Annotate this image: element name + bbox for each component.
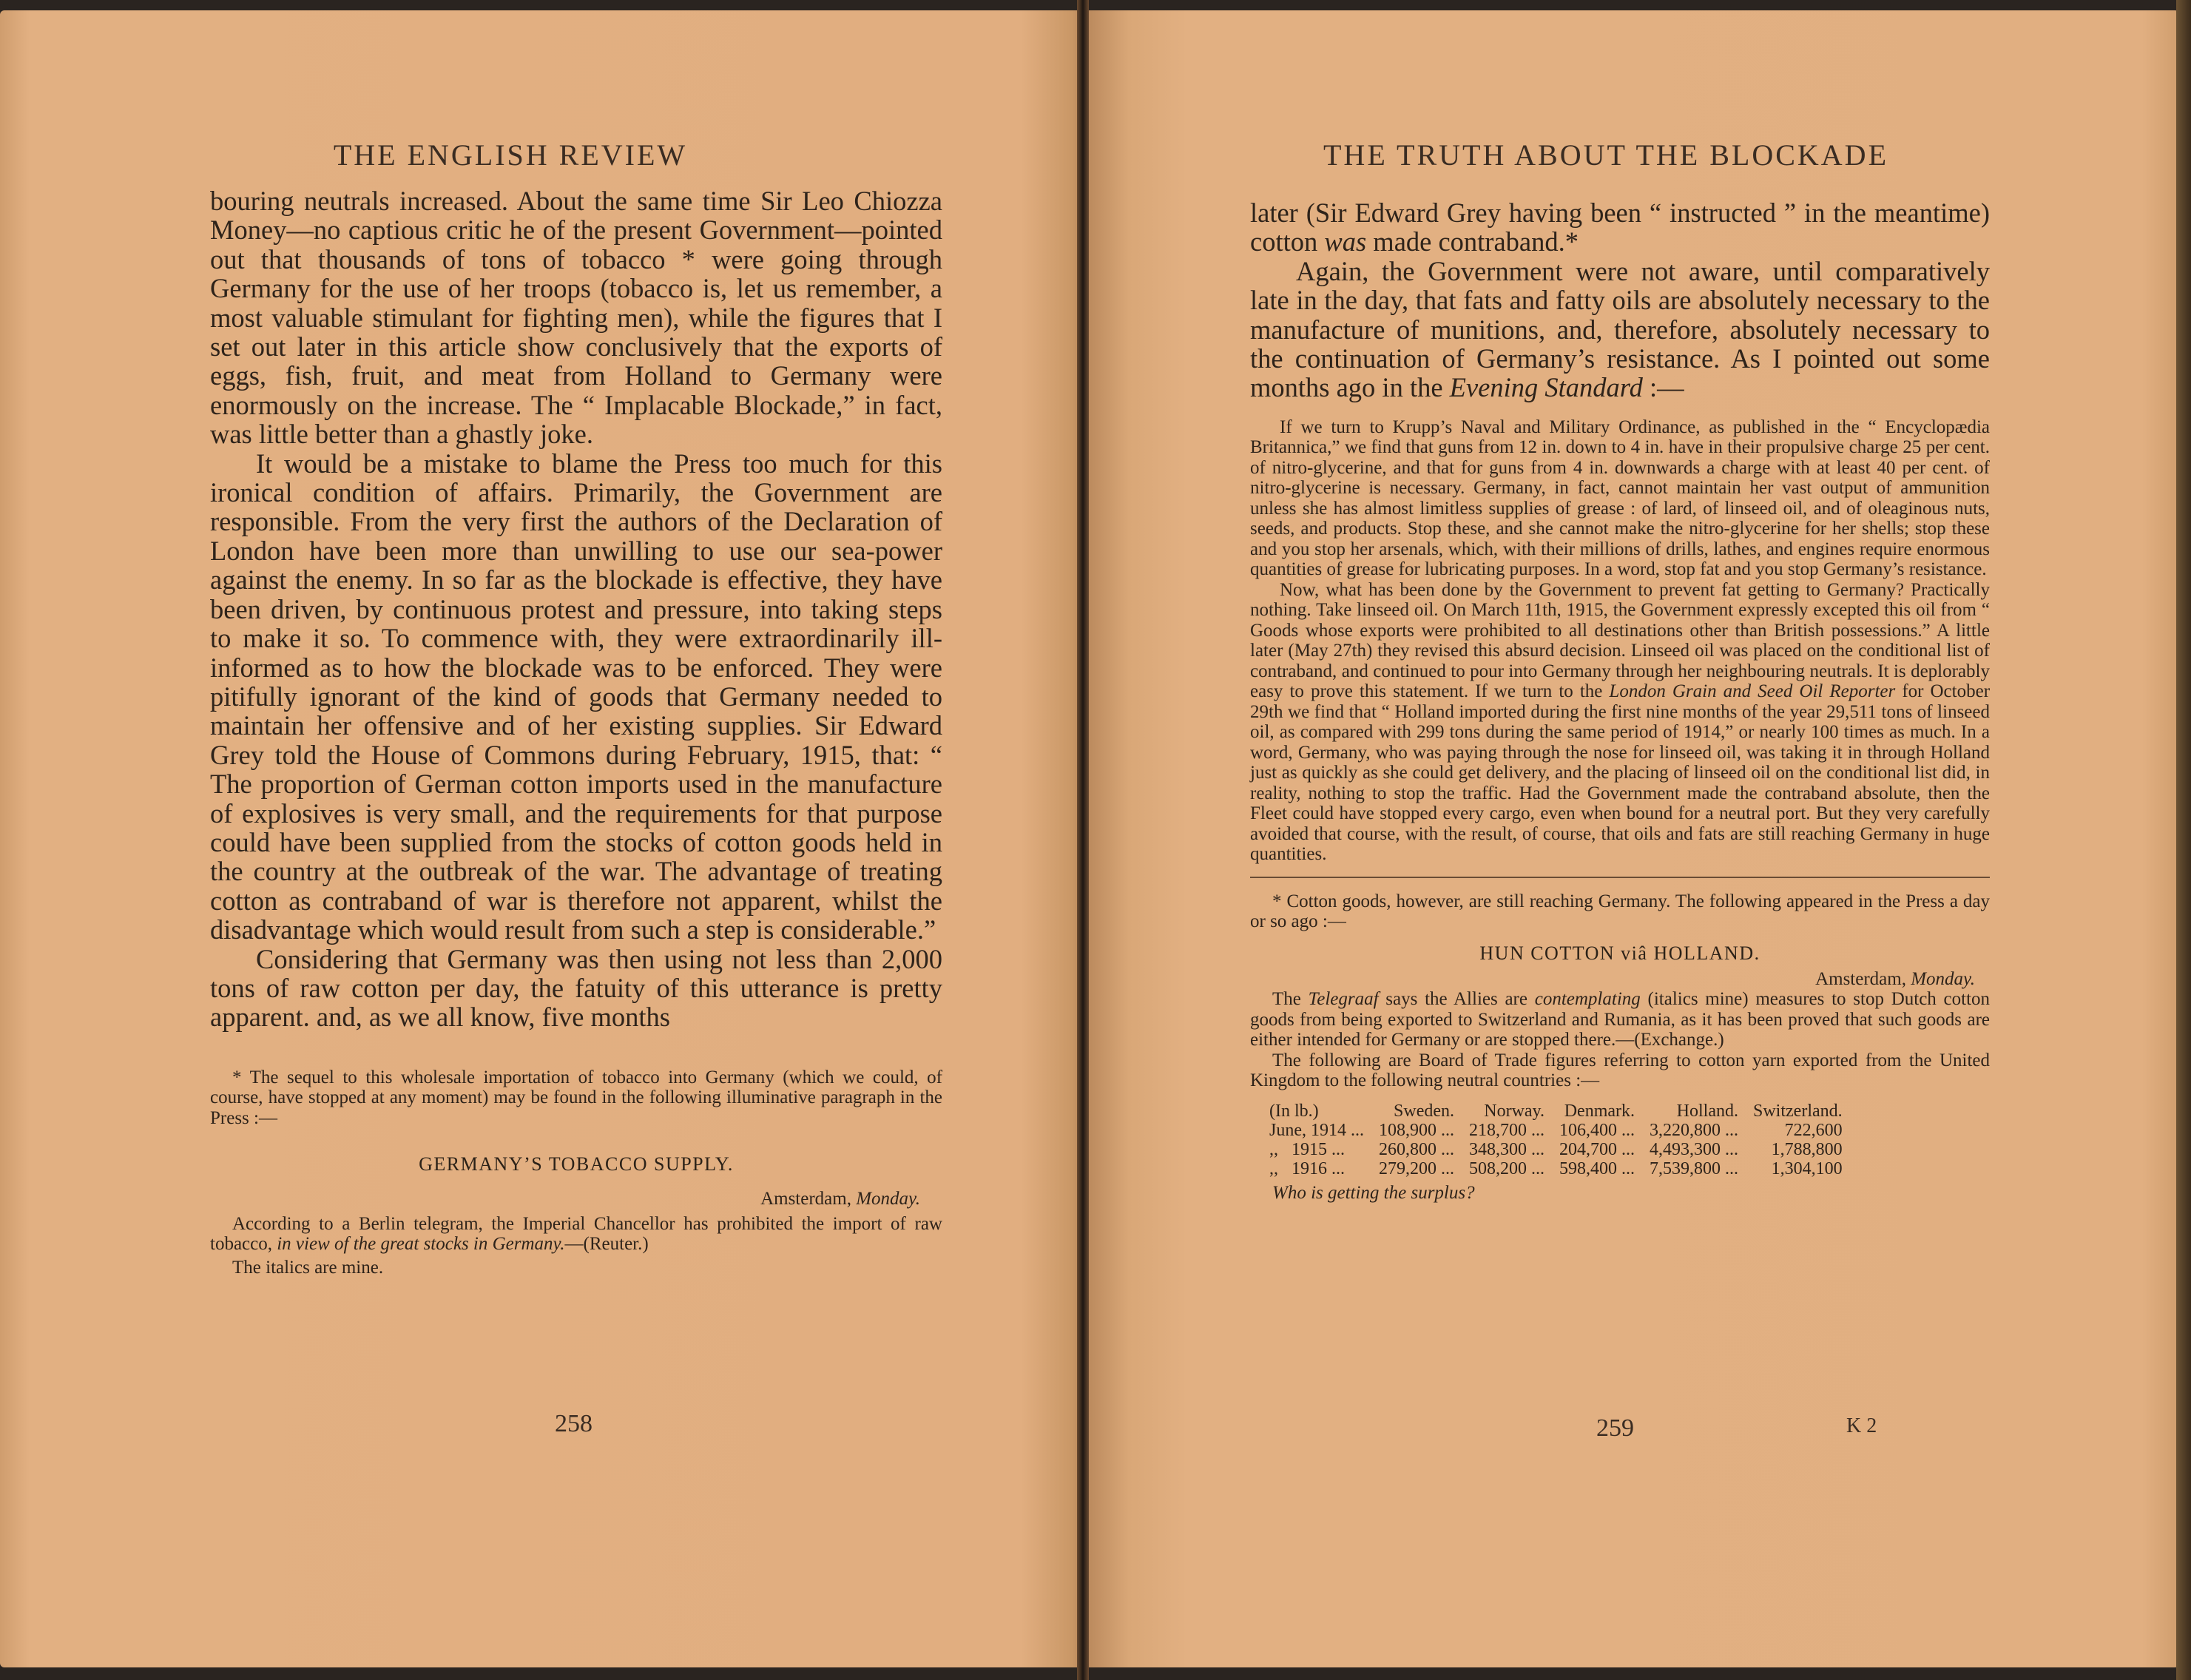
table-cell: 218,700 ...	[1469, 1120, 1544, 1140]
right-quote-2: Now, what has been done by the Government to prevent fat getting to Germany? Practically nothing. Take linseed oil. On March 11th, 1915, the Government expressly excepted this oil from “ Goods whose exports were prohibited to all destinations other than British possessions.” A little later (May 27th) they revised this absurd decision. Linseed oil was placed on the conditional list of contraband, and continued to pour into Germany through her neighbouring neutrals. It is deplorably easy to prove this statement. If we turn to the London Grain and Seed Oil Reporter for October 29th we find that “ Holland imported during the first nine months of the year 29,511 tons of linseed oil, as compared with 299 tons during the same period of 1914,” or nearly 100 times as much. In a word, Germany, who was paying through the nose for linseed oil, was taking it in through Holland just as quickly as she could get delivery, and the placing of linseed oil on the conditional list did, in reality, nothing to stop the traffic. Had the Government made the contraband absolute, then the Fleet could have stopped every cargo, even when bound for a neutral port. But they very carefully avoided that course, with the result, of course, that oils and fats are still reaching Germany in huge quantities.	[1250, 579, 1991, 865]
table-cell: 204,700 ...	[1559, 1139, 1635, 1159]
table-cell: 508,200 ...	[1469, 1158, 1544, 1178]
left-footnote	[210, 1067, 942, 1278]
left-page	[0, 10, 1081, 1667]
left-footnote-intro: * The sequel to this wholesale importation of tobacco into Germany (which we could, of course, have stopped at any moment) may be found in the following illuminative paragraph in the Press :—	[210, 1067, 942, 1128]
table-row	[1262, 1121, 1850, 1140]
table-cell: ,, 1916 ...	[1269, 1158, 1345, 1178]
table-cell: 108,900 ...	[1379, 1120, 1454, 1140]
left-paragraph-2: It would be a mistake to blame the Press too much for this ironical condition of affairs. Primarily, the Government are responsible. From the very first the authors of the Declaration of London have been more than unwilling to use our sea-power against the enemy. In so far as the blockade is effective, they have been driven, by continuous protest and pressure, into taking steps to make it so. To commence with, they were extraordinarily ill-informed as to how the blockade was to be enforced. They were pitifully ignorant of the kind of goods that Germany needed to maintain her offensive and of her existing supplies. Sir Edward Grey told the House of Commons during February, 1915, that: “ The proportion of German cotton imports used in the manufacture of explosives is very small, and the requirements for that purpose could have been supplied from the stocks of cotton goods held in the country at the outbreak of the war. The advantage of treating cotton as contraband of war is therefore not apparent, whilst the disadvantage which would result from such a step is considerable.”	[210, 448, 942, 945]
footnote-rule	[1250, 877, 1990, 878]
table-cell: 4,493,300 ...	[1650, 1139, 1738, 1159]
left-paragraph-1: bouring neutrals increased. About the same time Sir Leo Chiozza Money—no captious critic he of the present Government—pointed out that thousands of tons of tobacco * were going through Germany for the use of her troops (tobacco is, let us remember, a most valuable stimulant for fighting men), while the figures that I set out later in this article show conclusively that the exports of eggs, fish, fruit, and meat from Holland to Germany were enormously on the increase. The “ Implacable Blockade,” in fact, was little better than a ghastly joke.	[210, 186, 942, 450]
right-footnote-intro: * Cotton goods, however, are still reaching Germany. The following appeared in the Press a day or so ago :—	[1250, 891, 1990, 932]
table-cell: June, 1914 ...	[1269, 1120, 1364, 1140]
table-header-cell: Norway.	[1484, 1101, 1544, 1121]
tobacco-supply-heading: GERMANY’S TOBACCO SUPPLY.	[419, 1153, 734, 1175]
table-row	[1262, 1140, 1850, 1159]
book-edge	[2176, 0, 2191, 1680]
table-cell: 598,400 ...	[1559, 1158, 1635, 1178]
right-paragraph-2: Again, the Government were not aware, until comparatively late in the day, that fats and fatty oils are absolutely necessary to the manufacture of munitions, and, therefore, absolutely necessary to the continuation of Germany’s resistance. As I pointed out some months ago in the Evening Standard :—	[1250, 255, 1990, 403]
table-header-cell: Denmark.	[1564, 1101, 1635, 1121]
table-cell: ,, 1915 ...	[1269, 1139, 1345, 1159]
table-cell: 260,800 ...	[1379, 1139, 1454, 1159]
table-header-cell: (In lb.)	[1269, 1101, 1319, 1121]
right-footnote-telegraaf: The Telegraaf says the Allies are contemplating (italics mine) measures to stop Dutch cotton goods from being exported to Switzerland and Rumania, as it has been proved that such goods are either intended for Germany or are stopped there.—(Exchange.)	[1250, 989, 1991, 1050]
left-paragraph-3: Considering that Germany was then using not less than 2,000 tons of raw cotton per day, the fatuity of this utterance is pretty apparent. and, as we all know, five months	[210, 943, 942, 1033]
running-head-right: THE TRUTH ABOUT THE BLOCKADE	[1323, 138, 1888, 172]
right-footnote	[1250, 891, 1990, 1204]
right-footnote-board-of-trade: The following are Board of Trade figures referring to cotton yarn exported from the United Kingdom to the following neutral countries :—	[1250, 1050, 1990, 1091]
right-page	[1084, 10, 2187, 1667]
left-footnote-dateline: Amsterdam, Monday.	[760, 1189, 920, 1210]
cotton-yarn-table	[1262, 1102, 1850, 1178]
right-quote-1: If we turn to Krupp’s Naval and Military Ordinance, as published in the “ Encyclopædia Britannica,” we find that guns from 12 in. down to 4 in. have in their propulsive charge 25 per cent. of nitro-glycerine, and that for guns from 4 in. downwards a charge with at least 40 per cent. of nitro-glycerine is necessary. Germany, in fact, cannot maintain her vast output of ammunition unless she has almost limitless supplies of grease : of lard, of linseed oil, and of oleaginous nuts, seeds, and products. Stop these, and she cannot make the nitro-glycerine for her shells; stop these and you stop her arsenals, which, with their millions of drills, lathes, and engines require enormous quantities of grease for lubricating purposes. In a word, stop fat and you stop Germany’s resistance.	[1250, 416, 1990, 580]
signature-mark: K 2	[1846, 1414, 1877, 1437]
hun-cotton-heading: HUN COTTON viâ HOLLAND.	[1479, 942, 1760, 964]
table-cell: 106,400 ...	[1559, 1120, 1635, 1140]
table-header-cell: Switzerland.	[1753, 1101, 1843, 1121]
table-cell: 722,600	[1784, 1120, 1843, 1140]
left-footnote-closing: The italics are mine.	[232, 1257, 384, 1278]
table-row	[1262, 1159, 1850, 1178]
book-gutter	[1077, 0, 1089, 1680]
table-cell: 7,539,800 ...	[1650, 1158, 1738, 1178]
table-header-row	[1262, 1102, 1850, 1121]
right-text-column	[1250, 198, 1990, 1203]
right-paragraph-1: later (Sir Edward Grey having been “ instructed ” in the meantime) cotton was made contraband.*	[1250, 198, 1990, 257]
right-footnote-dateline: Amsterdam, Monday.	[1815, 968, 1975, 989]
table-cell: 1,304,100	[1771, 1158, 1843, 1178]
page-number-left: 258	[555, 1410, 593, 1437]
table-cell: 348,300 ...	[1469, 1139, 1544, 1159]
right-footnote-closing: Who is getting the surplus?	[1272, 1182, 1475, 1203]
table-cell: 1,788,800	[1771, 1139, 1843, 1159]
left-footnote-body: According to a Berlin telegram, the Imperial Chancellor has prohibited the import of raw tobacco, in view of the great stocks in Germany.—(Reuter.)	[210, 1213, 942, 1255]
running-head-left: THE ENGLISH REVIEW	[333, 138, 688, 172]
table-header-cell: Holland.	[1676, 1101, 1738, 1121]
table-header-cell: Sweden.	[1394, 1101, 1454, 1121]
left-text-column	[210, 186, 942, 1278]
table-cell: 279,200 ...	[1379, 1158, 1454, 1178]
table-cell: 3,220,800 ...	[1650, 1120, 1738, 1140]
page-number-right: 259	[1596, 1414, 1634, 1442]
